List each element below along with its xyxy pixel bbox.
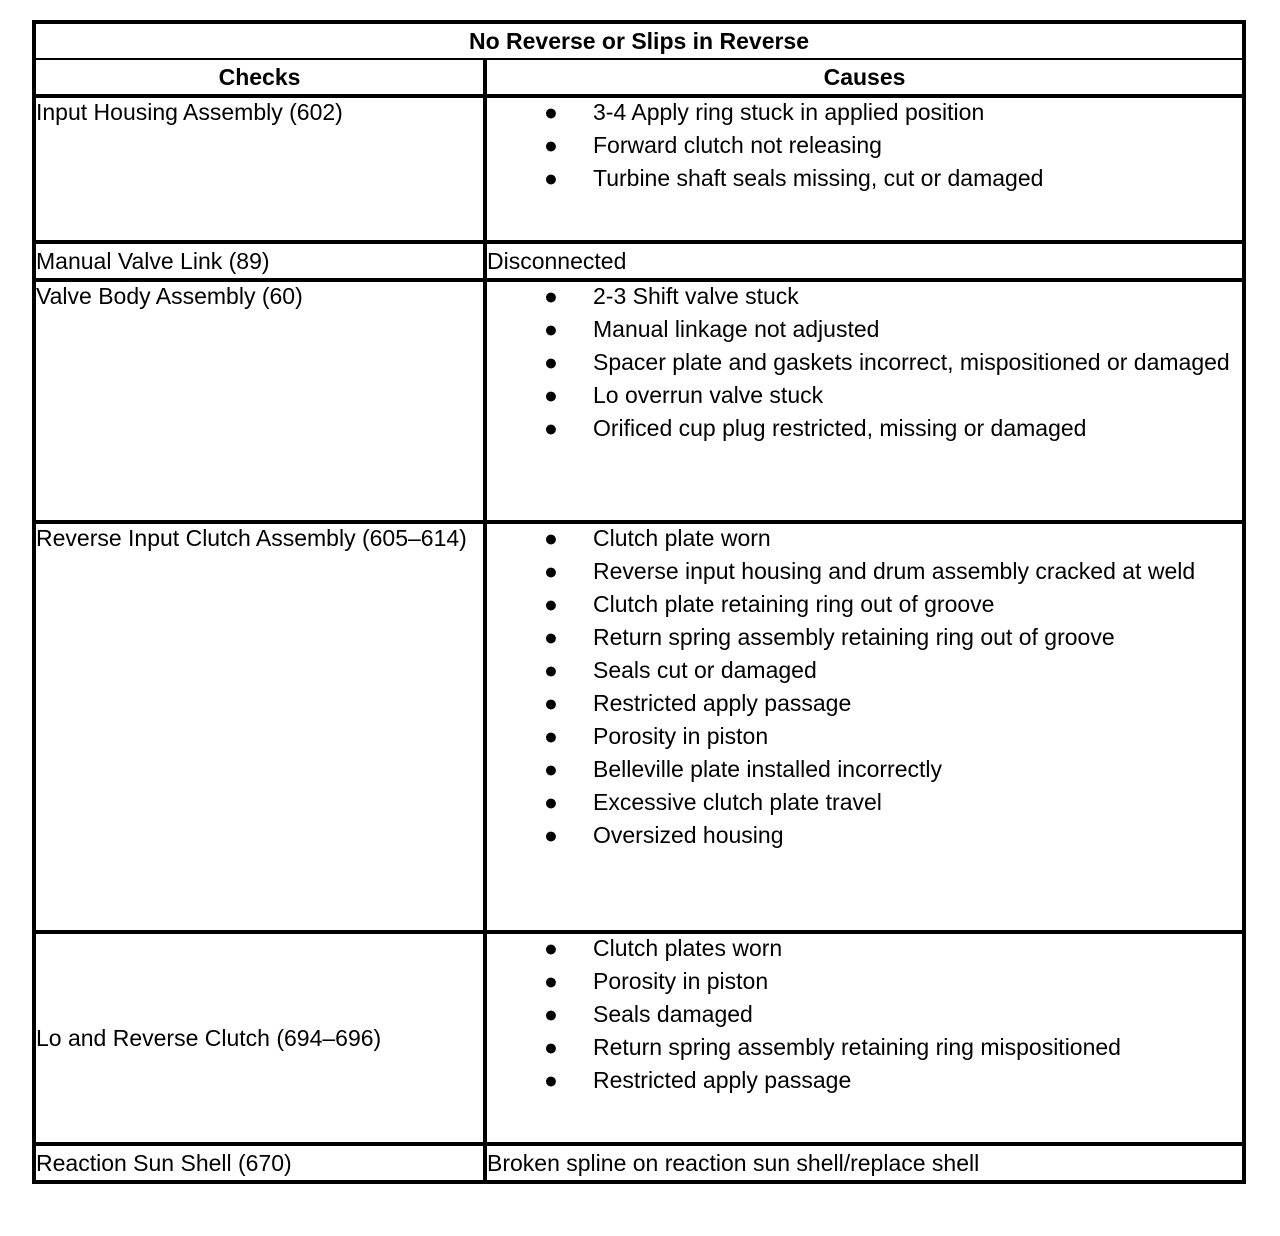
bullet-icon: ● [544, 657, 558, 683]
cause-text: Clutch plate worn [593, 525, 771, 551]
cause-item [487, 590, 1242, 619]
cause-text: Return spring assembly retaining ring mispositioned [593, 1034, 1121, 1060]
cause-text: 2-3 Shift valve stuck [593, 283, 799, 309]
table-row [34, 242, 1244, 280]
cause-item [487, 788, 1242, 817]
bullet-icon: ● [544, 624, 558, 650]
cause-text: Forward clutch not releasing [593, 132, 882, 158]
table-title: No Reverse or Slips in Reverse [34, 22, 1244, 59]
check-cell: Reaction Sun Shell (670) [34, 1144, 485, 1182]
cause-item [487, 282, 1242, 311]
cause-item [487, 414, 1242, 443]
cause-text: Belleville plate installed incorrectly [593, 756, 942, 782]
bullet-icon: ● [544, 591, 558, 617]
cause-text: Porosity in piston [593, 723, 769, 749]
cause-text: Oversized housing [593, 822, 784, 848]
bullet-icon: ● [544, 1034, 558, 1060]
header-causes: Causes [485, 59, 1244, 96]
bullet-icon: ● [544, 789, 558, 815]
cause-text: Reverse input housing and drum assembly cracked at weld [593, 558, 1196, 584]
cause-text: Clutch plate retaining ring out of groove [593, 591, 995, 617]
cause-item [487, 524, 1242, 553]
bullet-icon: ● [544, 1001, 558, 1027]
header-checks: Checks [34, 59, 485, 96]
cause-text: Return spring assembly retaining ring out of groove [593, 624, 1115, 650]
causes-cell [485, 96, 1244, 242]
cause-text: 3-4 Apply ring stuck in applied position [593, 99, 985, 125]
table-title-row [34, 22, 1244, 59]
cause-item [487, 381, 1242, 410]
cause-item [487, 557, 1242, 586]
cause-item [487, 967, 1242, 996]
bullet-icon: ● [544, 283, 558, 309]
check-cell: Reverse Input Clutch Assembly (605–614) [34, 522, 485, 932]
check-cell: Input Housing Assembly (602) [34, 96, 485, 242]
bullet-icon: ● [544, 558, 558, 584]
cause-text: Restricted apply passage [593, 690, 852, 716]
causes-list [487, 282, 1242, 443]
cause-item [487, 1033, 1242, 1062]
cause-text: Porosity in piston [593, 968, 769, 994]
cause-item [487, 1066, 1242, 1095]
table-header-row [34, 59, 1244, 96]
cause-text: Manual linkage not adjusted [593, 316, 880, 342]
cause-item [487, 131, 1242, 160]
cause-item [487, 689, 1242, 718]
cause-text: Lo overrun valve stuck [593, 382, 824, 408]
bullet-icon: ● [544, 316, 558, 342]
causes-list [487, 98, 1242, 193]
cause-item [487, 722, 1242, 751]
causes-cell [485, 932, 1244, 1144]
table-row [34, 1144, 1244, 1182]
bullet-icon: ● [544, 690, 558, 716]
cause-item [487, 821, 1242, 850]
causes-list [487, 934, 1242, 1095]
cause-text: Turbine shaft seals missing, cut or damaged [593, 165, 1044, 191]
cause-item [487, 164, 1242, 193]
bullet-icon: ● [544, 1067, 558, 1093]
bullet-icon: ● [544, 525, 558, 551]
causes-cell [485, 522, 1244, 932]
cause-item [487, 755, 1242, 784]
bullet-icon: ● [544, 723, 558, 749]
bullet-icon: ● [544, 99, 558, 125]
cause-item [487, 656, 1242, 685]
cause-item [487, 623, 1242, 652]
cause-item [487, 1000, 1242, 1029]
cause-text: Seals cut or damaged [593, 657, 817, 683]
cause-item [487, 98, 1242, 127]
bullet-icon: ● [544, 349, 558, 375]
bullet-icon: ● [544, 132, 558, 158]
causes-list [487, 524, 1242, 850]
bullet-icon: ● [544, 822, 558, 848]
cause-text: Clutch plates worn [593, 935, 783, 961]
cause-text: Spacer plate and gaskets incorrect, mispositioned or damaged [593, 349, 1230, 375]
table-row [34, 96, 1244, 242]
cause-text: Orificed cup plug restricted, missing or damaged [593, 415, 1087, 441]
cause-cell: Disconnected [485, 242, 1244, 280]
bullet-icon: ● [544, 935, 558, 961]
bullet-icon: ● [544, 165, 558, 191]
cause-item [487, 934, 1242, 963]
table-row [34, 522, 1244, 932]
bullet-icon: ● [544, 756, 558, 782]
cause-text: Restricted apply passage [593, 1067, 852, 1093]
table-row [34, 932, 1244, 1144]
cause-item [487, 348, 1242, 377]
cause-text: Excessive clutch plate travel [593, 789, 882, 815]
bullet-icon: ● [544, 415, 558, 441]
bullet-icon: ● [544, 382, 558, 408]
cause-cell: Broken spline on reaction sun shell/replace shell [485, 1144, 1244, 1182]
diagnosis-table [32, 20, 1246, 1184]
table-row [34, 280, 1244, 522]
cause-item [487, 315, 1242, 344]
check-cell: Lo and Reverse Clutch (694–696) [34, 932, 485, 1144]
bullet-icon: ● [544, 968, 558, 994]
cause-text: Seals damaged [593, 1001, 753, 1027]
check-cell: Valve Body Assembly (60) [34, 280, 485, 522]
causes-cell [485, 280, 1244, 522]
check-cell: Manual Valve Link (89) [34, 242, 485, 280]
